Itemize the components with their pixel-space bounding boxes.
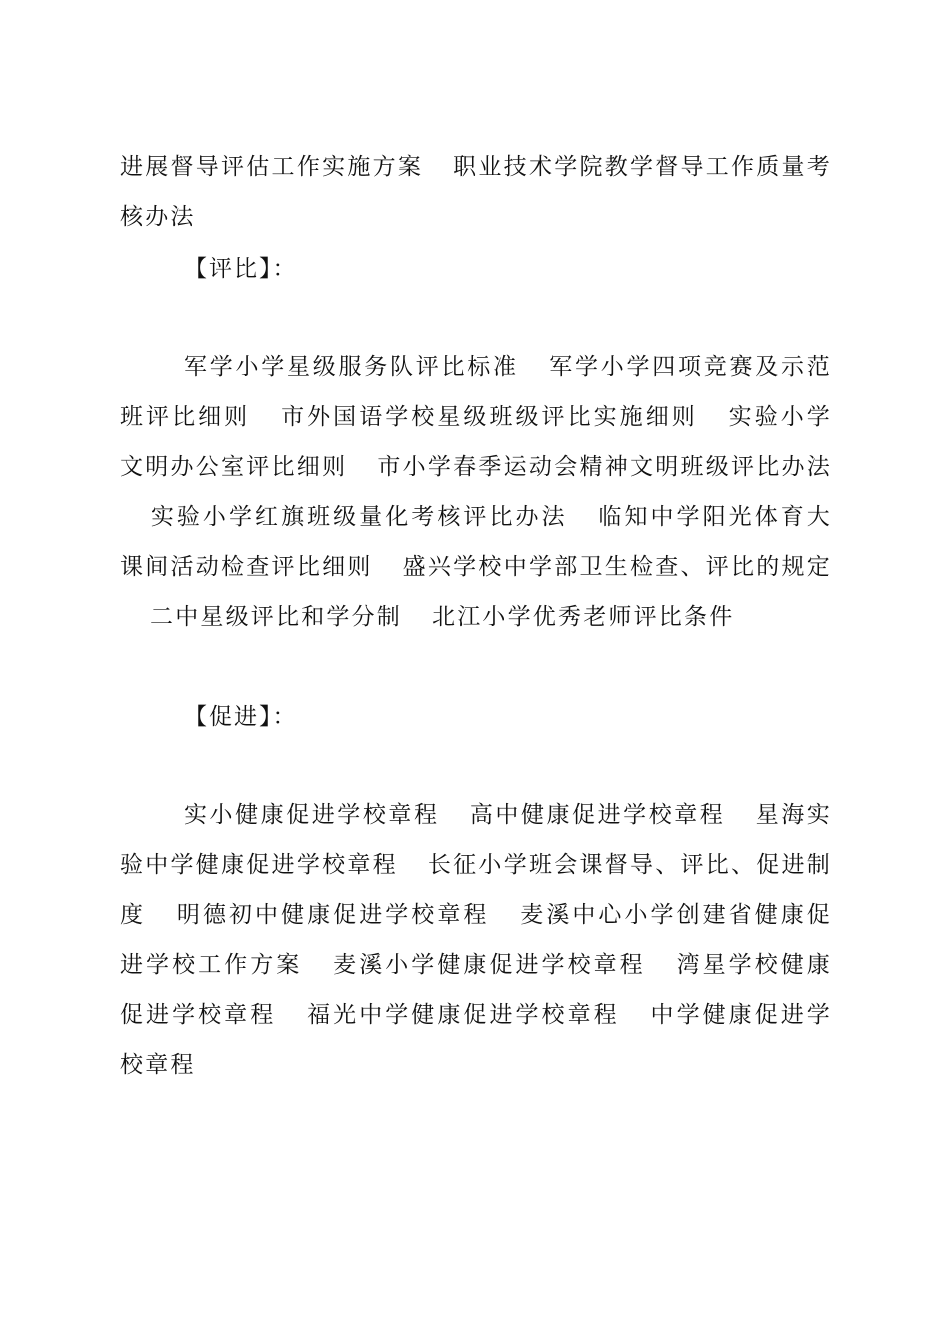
list-item: 职业技术学院教学督导工作质量考核办法 xyxy=(120,154,832,230)
paragraph-pingbi xyxy=(120,342,832,642)
list-item: 进展督导评估工作实施方案 xyxy=(120,154,424,180)
list-item: 北江小学优秀老师评比条件 xyxy=(432,604,735,630)
list-item: 麦溪小学健康促进学校章程 xyxy=(332,952,646,978)
list-item: 福光中学健康促进学校章程 xyxy=(306,1002,620,1028)
list-item: 中学健康促进学校章程 xyxy=(120,1002,833,1078)
list-item: 长征小学班会课督导、评比、促进制度 xyxy=(120,852,833,928)
section-heading-pingbi: 【评比】： xyxy=(184,256,298,282)
list-item: 临知中学阳光体育大课间活动检查评比细则 xyxy=(120,504,832,580)
section-heading-cujin: 【促进】： xyxy=(184,704,298,730)
list-item: 市外国语学校星级班级评比实施细则 xyxy=(280,404,698,430)
list-item: 实小健康促进学校章程 xyxy=(184,802,440,828)
list-item: 军学小学四项竞赛及示范班评比细则 xyxy=(120,354,832,430)
list-item: 高中健康促进学校章程 xyxy=(469,802,726,828)
list-item: 实验小学文明办公室评比细则 xyxy=(120,404,832,480)
list-item: 实验小学红旗班级量化考核评比办法 xyxy=(150,504,568,530)
list-item: 市小学春季运动会精神文明班级评比办法 xyxy=(377,454,832,480)
list-item: 星海实验中学健康促进学校章程 xyxy=(120,802,833,878)
list-item: 湾星学校健康促进学校章程 xyxy=(120,952,833,1028)
list-item: 军学小学星级服务队评比标准 xyxy=(184,354,519,380)
paragraph-top xyxy=(120,142,832,242)
list-item: 二中星级评比和学分制 xyxy=(150,604,402,630)
list-item: 麦溪中心小学创建省健康促进学校工作方案 xyxy=(120,902,832,978)
list-item: 明德初中健康促进学校章程 xyxy=(176,902,490,928)
list-item: 盛兴学校中学部卫生检查、评比的规定 xyxy=(402,554,832,580)
paragraph-cujin xyxy=(120,790,832,1090)
